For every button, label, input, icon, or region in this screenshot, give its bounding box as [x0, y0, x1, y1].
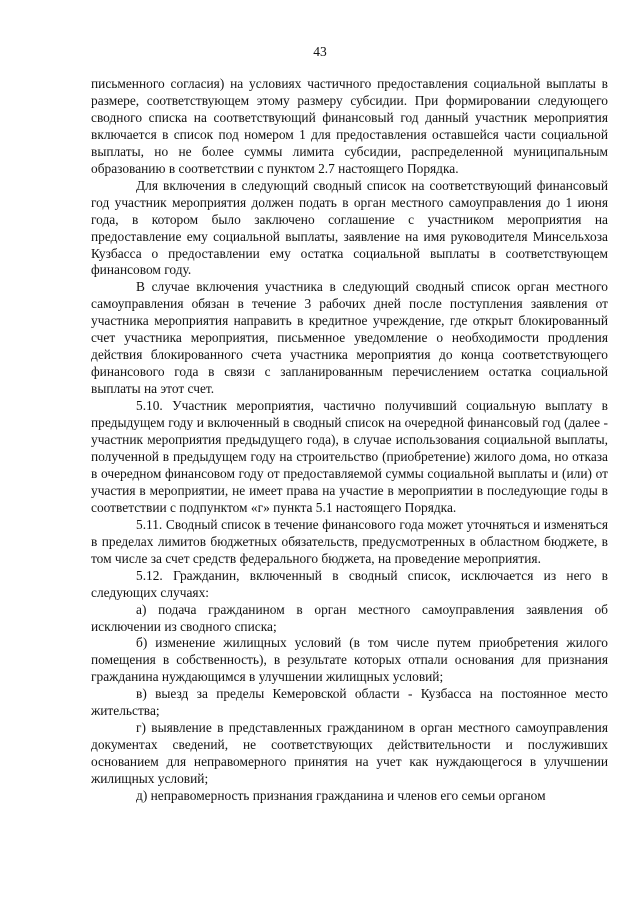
- paragraph: Для включения в следующий сводный список на соответствующий финансовый год участник мероприятия должен подать в орган местного самоуправления до 1 июня года, в котором было заключено соглашение с участником мероприятия на предоставление ему социальной выплаты, заявление на имя руководителя Минсельхоза Кузбасса о предоставлении ему остатка социальной выплаты в соответствующем финансовом году.: [91, 177, 608, 278]
- paragraph-5-10: 5.10. Участник мероприятия, частично получивший социальную выплату в предыдущем году и включенный в сводный список на очередной финансовый год (далее - участник мероприятия предыдущего года), в случае использования социальной выплаты, полученной в предыдущем году на строительство (приобретение) жилого дома, но отказа в очередном финансовом году от предоставляемой суммы социальной выплаты и (или) от участия в мероприятии, не имеет права на участие в мероприятии в последующие годы в соответствии с подпунктом «г» пункта 5.1 настоящего Порядка.: [91, 398, 608, 515]
- list-item-a: а) подача гражданином в орган местного самоуправления заявления об исключении из сводного списка;: [91, 601, 608, 634]
- paragraph-continued: письменного согласия) на условиях частичного предоставления социальной выплаты в размере, соответствующем этому размеру субсидии. При формировании следующего сводного списка на соответствующий финансовый год данный участник мероприятия включается в список под номером 1 для предоставления оставшейся части социальной выплаты, но не более суммы лимита субсидии, распределенной муниципальным образованию в соответствии с пунктом 2.7 настоящего Порядка.: [91, 76, 608, 176]
- document-body: [91, 76, 608, 805]
- list-item-v: в) выезд за пределы Кемеровской области - Кузбасса на постоянное место жительства;: [91, 686, 608, 719]
- list-item-g: г) выявление в представленных гражданином в орган местного самоуправления документах сведений, не соответствующих действительности и послуживших основанием для неправомерного принятия на учет как нуждающегося в улучшении жилищных условий;: [91, 720, 608, 787]
- paragraph: В случае включения участника в следующий сводный список орган местного самоуправления обязан в течение 3 рабочих дней после поступления заявления от участника мероприятия направить в кредитное учреждение, где открыт блокированный счет участника мероприятия, письменное уведомление о необходимости продления действия блокированного счета участника мероприятия до конца соответствующего финансового года в связи с запланированным перечислением остатка социальной выплаты на этот счет.: [91, 279, 608, 397]
- list-item-b: б) изменение жилищных условий (в том числе путем приобретения жилого помещения в собственность), в результате которых отпали основания для признания гражданина нуждающимся в улучшении жилищных условий;: [91, 635, 608, 685]
- paragraph-5-11: 5.11. Сводный список в течение финансового года может уточняться и изменяться в пределах лимитов бюджетных обязательств, предусмотренных в областном бюджете, в том числе за счет средств федерального бюджета, на проведение мероприятия.: [91, 516, 608, 566]
- list-item-d: д) неправомерность признания гражданина и членов его семьи органом: [136, 788, 546, 804]
- paragraph-5-12: 5.12. Гражданин, включенный в сводный список, исключается из него в следующих случаях:: [91, 567, 608, 600]
- page-number: 43: [313, 44, 327, 59]
